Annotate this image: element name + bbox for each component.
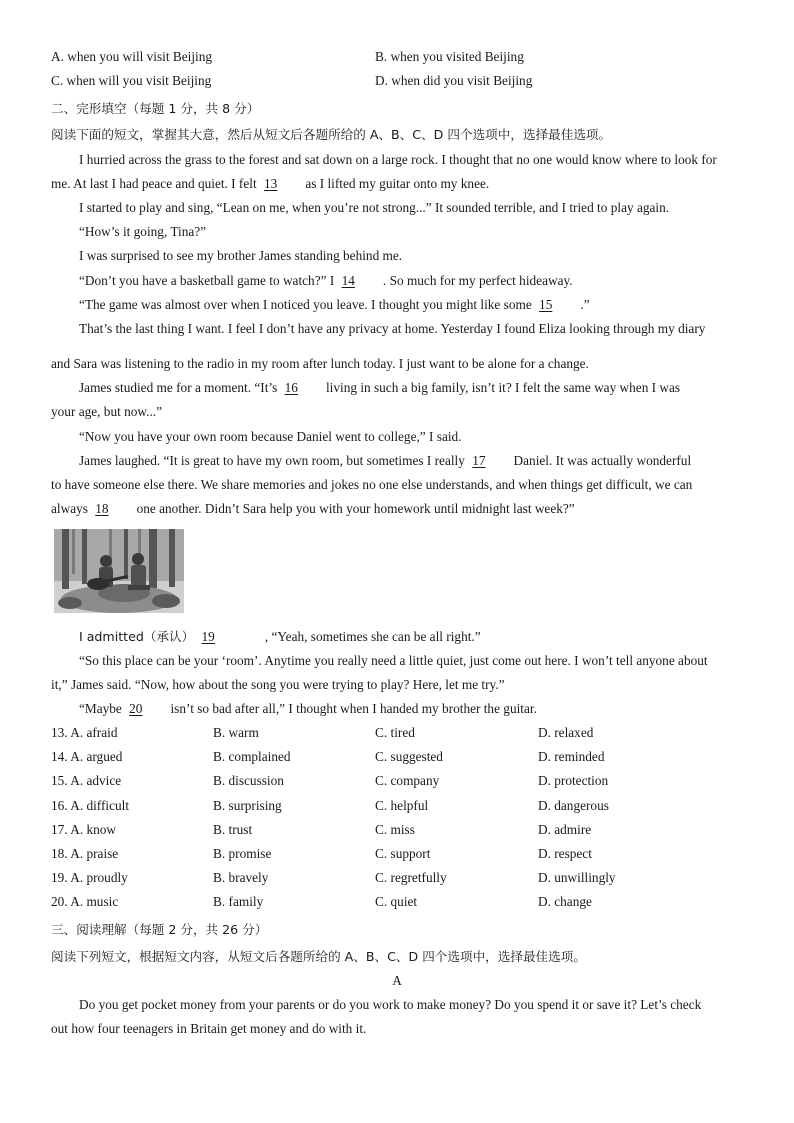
option-b: B. when you visited Beijing [375, 49, 524, 64]
option-18-d: D. respect [538, 846, 592, 861]
option-13-d: D. relaxed [538, 725, 594, 740]
passage-text: Daniel. It was actually wonderful [513, 453, 692, 468]
passage-text: , “Yeah, sometimes she can be all right.” [264, 629, 481, 644]
option-18-c: C. support [375, 846, 431, 861]
blank-18: 18 [95, 501, 109, 516]
passage-text: James studied me for a moment. “It’s [79, 380, 278, 395]
forest-guitar-illustration [54, 529, 184, 613]
option-15-d: D. protection [538, 773, 609, 788]
passage-line: to have someone else there. We share memories and jokes no one else understands, and when things get difficult, we can [51, 477, 693, 492]
passage-line [51, 176, 489, 192]
passage-text: living in such a big family, isn’t it? I felt the same way when I was [325, 380, 681, 395]
option-18-a: 18. A. praise [51, 846, 119, 861]
passage-text: I admitted（承认） [79, 629, 195, 644]
option-18-b: B. promise [213, 846, 272, 861]
option-16-b: B. surprising [213, 798, 282, 813]
passage-line [79, 380, 680, 396]
passage-line [79, 273, 573, 289]
blank-17: 17 [472, 453, 486, 468]
option-20-d: D. change [538, 894, 592, 909]
passage-line: “Now you have your own room because Daniel went to college,” I said. [79, 429, 462, 444]
blank-14: 14 [341, 273, 355, 288]
option-14-b: B. complained [213, 749, 291, 764]
passage-line [79, 453, 691, 469]
section2-heading: 二、完形填空（每题 1 分，共 8 分） [51, 101, 260, 116]
option-19-a: 19. A. proudly [51, 870, 128, 885]
passage-line: I was surprised to see my brother James standing behind me. [79, 248, 403, 263]
option-a: A. when you will visit Beijing [51, 49, 213, 64]
option-14-c: C. suggested [375, 749, 443, 764]
passage-line: and Sara was listening to the radio in my room after lunch today. I just want to be alone for a change. [51, 356, 589, 371]
passage-line: I hurried across the grass to the forest and sat down on a large rock. I thought that no one would know where to look for [79, 152, 717, 167]
passage-text: me. At last I had peace and quiet. I felt [51, 176, 257, 191]
section2-instruction: 阅读下面的短文，掌握其大意，然后从短文后各题所给的 A、B、C、D 四个选项中，选择最佳选项。 [51, 127, 612, 142]
blank-19: 19 [201, 629, 215, 644]
passage-text: as I lifted my guitar onto my knee. [305, 176, 490, 191]
option-13-c: C. tired [375, 725, 415, 740]
passage-line [79, 626, 481, 645]
option-14-a: 14. A. argued [51, 749, 123, 764]
passage-text: always [51, 501, 88, 516]
option-15-b: B. discussion [213, 773, 284, 788]
option-19-c: C. regretfully [375, 870, 447, 885]
passage-line [79, 701, 537, 717]
passage-line: out how four teenagers in Britain get money and do with it. [51, 1021, 367, 1036]
passage-line: That’s the last thing I want. I feel I don’t have any privacy at home. Yesterday I found Eliza looking through my diary [79, 321, 706, 336]
passage-text: “The game was almost over when I noticed you leave. I thought you might like some [79, 297, 532, 312]
option-14-d: D. reminded [538, 749, 605, 764]
passage-line: it,” James said. “Now, how about the song you were trying to play? Here, let me try.” [51, 677, 505, 692]
passage-line: “How’s it going, Tina?” [79, 224, 207, 239]
option-19-d: D. unwillingly [538, 870, 616, 885]
option-20-a: 20. A. music [51, 894, 119, 909]
option-d: D. when did you visit Beijing [375, 73, 533, 88]
blank-13: 13 [263, 176, 278, 191]
passage-text: . So much for my perfect hideaway. [382, 273, 573, 288]
passage-text: James laughed. “It is great to have my own room, but sometimes I really [79, 453, 465, 468]
passage-text: one another. Didn’t Sara help you with your homework until midnight last week?” [136, 501, 575, 516]
passage-label: A [392, 973, 402, 988]
passage-text: “Don’t you have a basketball game to watch?” I [79, 273, 335, 288]
section3-heading: 三、阅读理解（每题 2 分，共 26 分） [51, 922, 268, 937]
option-13-b: B. warm [213, 725, 259, 740]
passage-line: I started to play and sing, “Lean on me, when you’re not strong...” It sounded terrible, and I tried to play again. [79, 200, 670, 215]
option-17-a: 17. A. know [51, 822, 117, 837]
option-c: C. when will you visit Beijing [51, 73, 212, 88]
blank-20: 20 [129, 701, 143, 716]
option-17-b: B. trust [213, 822, 253, 837]
option-19-b: B. bravely [213, 870, 269, 885]
passage-line: “So this place can be your ‘room’. Anytime you really need a little quiet, just come out here. I won’t tell anyone about [79, 653, 708, 668]
option-17-c: C. miss [375, 822, 415, 837]
option-20-c: C. quiet [375, 894, 418, 909]
blank-16: 16 [284, 380, 298, 395]
passage-line: your age, but now...” [51, 404, 163, 419]
option-13-a: 13. A. afraid [51, 725, 118, 740]
passage-text: “Maybe [79, 701, 122, 716]
passage-text: .” [580, 297, 590, 312]
option-16-d: D. dangerous [538, 798, 609, 813]
passage-line [79, 297, 590, 313]
option-16-c: C. helpful [375, 798, 429, 813]
blank-15: 15 [539, 297, 553, 312]
option-20-b: B. family [213, 894, 264, 909]
option-17-d: D. admire [538, 822, 592, 837]
passage-line: Do you get pocket money from your parents or do you work to make money? Do you spend it or save it? Let’s check [79, 997, 702, 1012]
passage-text: isn’t so bad after all,” I thought when I handed my brother the guitar. [170, 701, 537, 716]
passage-line [51, 501, 575, 517]
option-16-a: 16. A. difficult [51, 798, 130, 813]
option-15-a: 15. A. advice [51, 773, 122, 788]
option-15-c: C. company [375, 773, 440, 788]
section3-instruction: 阅读下列短文，根据短文内容，从短文后各题所给的 A、B、C、D 四个选项中，选择最佳选项。 [51, 949, 586, 964]
